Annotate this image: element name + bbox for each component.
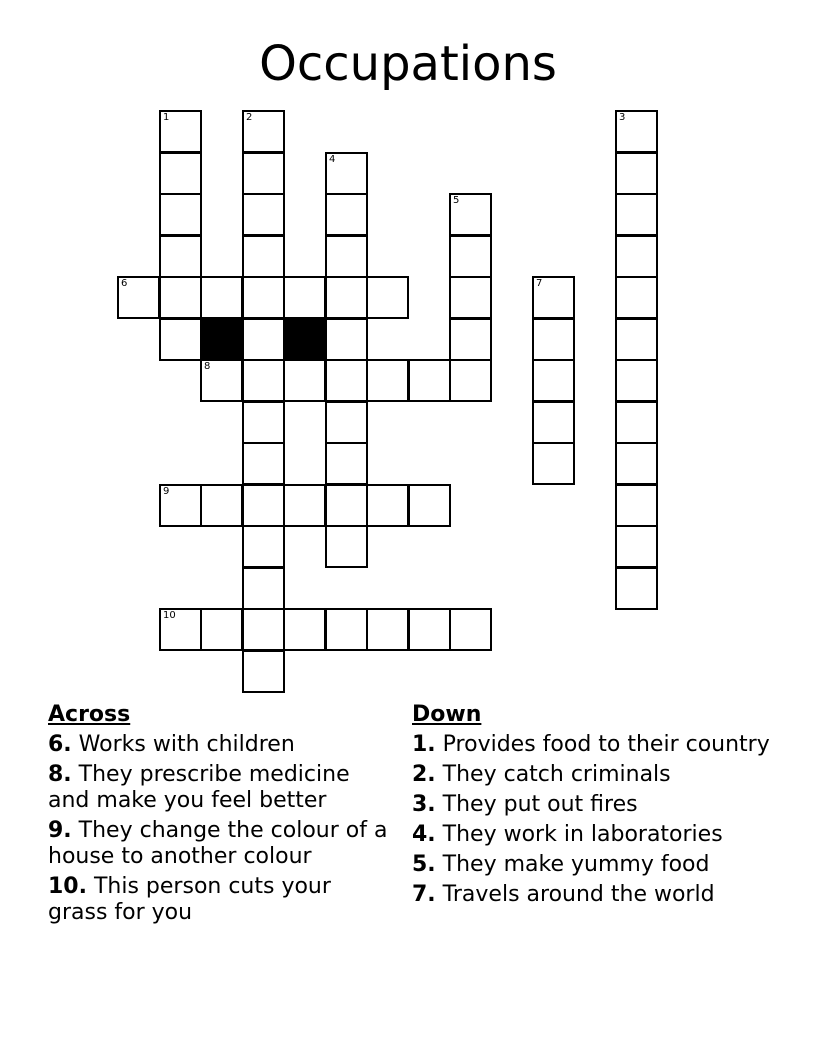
crossword-cell[interactable] [325, 235, 368, 278]
crossword-cell[interactable] [283, 359, 326, 402]
clue-number-label: 10 [163, 610, 176, 621]
clue-number-label: 2 [246, 112, 253, 123]
crossword-cell[interactable] [325, 401, 368, 444]
crossword-cell[interactable] [532, 401, 575, 444]
clue-number: 5. [412, 852, 436, 877]
crossword-cell[interactable] [449, 359, 492, 402]
clue-down-1 [412, 732, 772, 758]
crossword-cell[interactable] [159, 318, 202, 361]
crossword-cell[interactable] [532, 318, 575, 361]
clue-down-5 [412, 852, 772, 878]
crossword-cell[interactable] [242, 401, 285, 444]
crossword-cell[interactable] [408, 359, 451, 402]
crossword-cell[interactable] [242, 650, 285, 693]
down-clues [412, 702, 772, 912]
across-clues [48, 702, 388, 930]
clue-number-label: 5 [453, 195, 460, 206]
crossword-cell[interactable] [242, 193, 285, 236]
crossword-cell[interactable] [449, 235, 492, 278]
clue-text: They prescribe medicine and make you feel better [48, 762, 350, 813]
crossword-cell[interactable] [615, 442, 658, 485]
clue-text: They put out fires [442, 792, 638, 817]
clue-down-7 [412, 882, 772, 908]
crossword-cell[interactable] [159, 152, 202, 195]
clue-number-label: 6 [121, 278, 128, 289]
puzzle-title: Occupations [259, 36, 557, 92]
clue-number: 4. [412, 822, 436, 847]
crossword-cell[interactable] [242, 235, 285, 278]
crossword-cell[interactable] [615, 484, 658, 527]
crossword-cell[interactable] [200, 359, 243, 402]
crossword-cell[interactable] [200, 608, 243, 651]
crossword-cell[interactable] [159, 235, 202, 278]
clue-across-9 [48, 818, 388, 870]
crossword-cell[interactable] [325, 193, 368, 236]
crossword-cell[interactable] [366, 276, 409, 319]
crossword-cell[interactable] [325, 525, 368, 568]
crossword-cell[interactable] [242, 318, 285, 361]
crossword-cell[interactable] [325, 484, 368, 527]
clue-text: They change the colour of a house to another colour [48, 818, 388, 869]
crossword-cell[interactable] [615, 110, 658, 153]
crossword-cell[interactable] [449, 608, 492, 651]
clue-number-label: 9 [163, 486, 170, 497]
crossword-cell[interactable] [325, 318, 368, 361]
crossword-cell[interactable] [159, 608, 202, 651]
clue-number: 1. [412, 732, 436, 757]
crossword-cell[interactable] [325, 442, 368, 485]
clue-number: 6. [48, 732, 72, 757]
crossword-cell[interactable] [200, 276, 243, 319]
clue-number: 3. [412, 792, 436, 817]
crossword-cell[interactable] [615, 276, 658, 319]
crossword-cell[interactable] [159, 193, 202, 236]
crossword-cell[interactable] [449, 318, 492, 361]
crossword-cell[interactable] [615, 401, 658, 444]
clue-number: 10. [48, 874, 87, 899]
crossword-cell[interactable] [242, 359, 285, 402]
crossword-cell[interactable] [408, 484, 451, 527]
crossword-cell[interactable] [615, 152, 658, 195]
crossword-cell[interactable] [615, 359, 658, 402]
black-square [283, 318, 326, 361]
crossword-cell[interactable] [159, 276, 202, 319]
clue-down-2 [412, 762, 772, 788]
crossword-cell[interactable] [200, 484, 243, 527]
crossword-cell[interactable] [283, 484, 326, 527]
crossword-cell[interactable] [408, 608, 451, 651]
clue-number-label: 4 [329, 154, 336, 165]
across-heading: Across [48, 702, 131, 727]
clue-number-label: 1 [163, 112, 170, 123]
crossword-cell[interactable] [283, 276, 326, 319]
crossword-cell[interactable] [242, 567, 285, 610]
crossword-cell[interactable] [615, 567, 658, 610]
crossword-cell[interactable] [366, 608, 409, 651]
clue-number: 2. [412, 762, 436, 787]
crossword-cell[interactable] [242, 608, 285, 651]
crossword-cell[interactable] [325, 359, 368, 402]
clue-number: 8. [48, 762, 72, 787]
crossword-cell[interactable] [615, 193, 658, 236]
crossword-cell[interactable] [283, 608, 326, 651]
crossword-cell[interactable] [325, 608, 368, 651]
crossword-cell[interactable] [242, 442, 285, 485]
crossword-cell[interactable] [449, 193, 492, 236]
clue-text: Works with children [78, 732, 295, 757]
clue-number: 9. [48, 818, 72, 843]
clue-down-4 [412, 822, 772, 848]
crossword-cell[interactable] [159, 110, 202, 153]
clue-text: Provides food to their country [442, 732, 770, 757]
crossword-cell[interactable] [615, 235, 658, 278]
crossword-cell[interactable] [532, 276, 575, 319]
clue-text: Travels around the world [442, 882, 715, 907]
crossword-cell[interactable] [449, 276, 492, 319]
crossword-cell[interactable] [242, 110, 285, 153]
crossword-cell[interactable] [242, 276, 285, 319]
clue-number-label: 3 [619, 112, 626, 123]
black-square [200, 318, 243, 361]
crossword-cell[interactable] [242, 152, 285, 195]
crossword-cell[interactable] [325, 276, 368, 319]
down-heading: Down [412, 702, 482, 727]
clue-across-6 [48, 732, 388, 758]
crossword-cell[interactable] [366, 359, 409, 402]
clue-text: They catch criminals [442, 762, 671, 787]
crossword-cell[interactable] [615, 318, 658, 361]
crossword-cell[interactable] [615, 525, 658, 568]
clue-down-3 [412, 792, 772, 818]
crossword-cell[interactable] [242, 484, 285, 527]
crossword-cell[interactable] [366, 484, 409, 527]
clue-number-label: 8 [204, 361, 211, 372]
crossword-cell[interactable] [532, 359, 575, 402]
clue-across-8 [48, 762, 388, 814]
crossword-cell[interactable] [159, 484, 202, 527]
crossword-cell[interactable] [532, 442, 575, 485]
clue-number-label: 7 [536, 278, 543, 289]
clue-text: This person cuts your grass for you [48, 874, 331, 925]
crossword-cell[interactable] [117, 276, 160, 319]
clue-across-10 [48, 874, 388, 926]
crossword-cell[interactable] [242, 525, 285, 568]
clue-text: They make yummy food [442, 852, 710, 877]
crossword-cell[interactable] [325, 152, 368, 195]
clue-text: They work in laboratories [442, 822, 723, 847]
clue-number: 7. [412, 882, 436, 907]
